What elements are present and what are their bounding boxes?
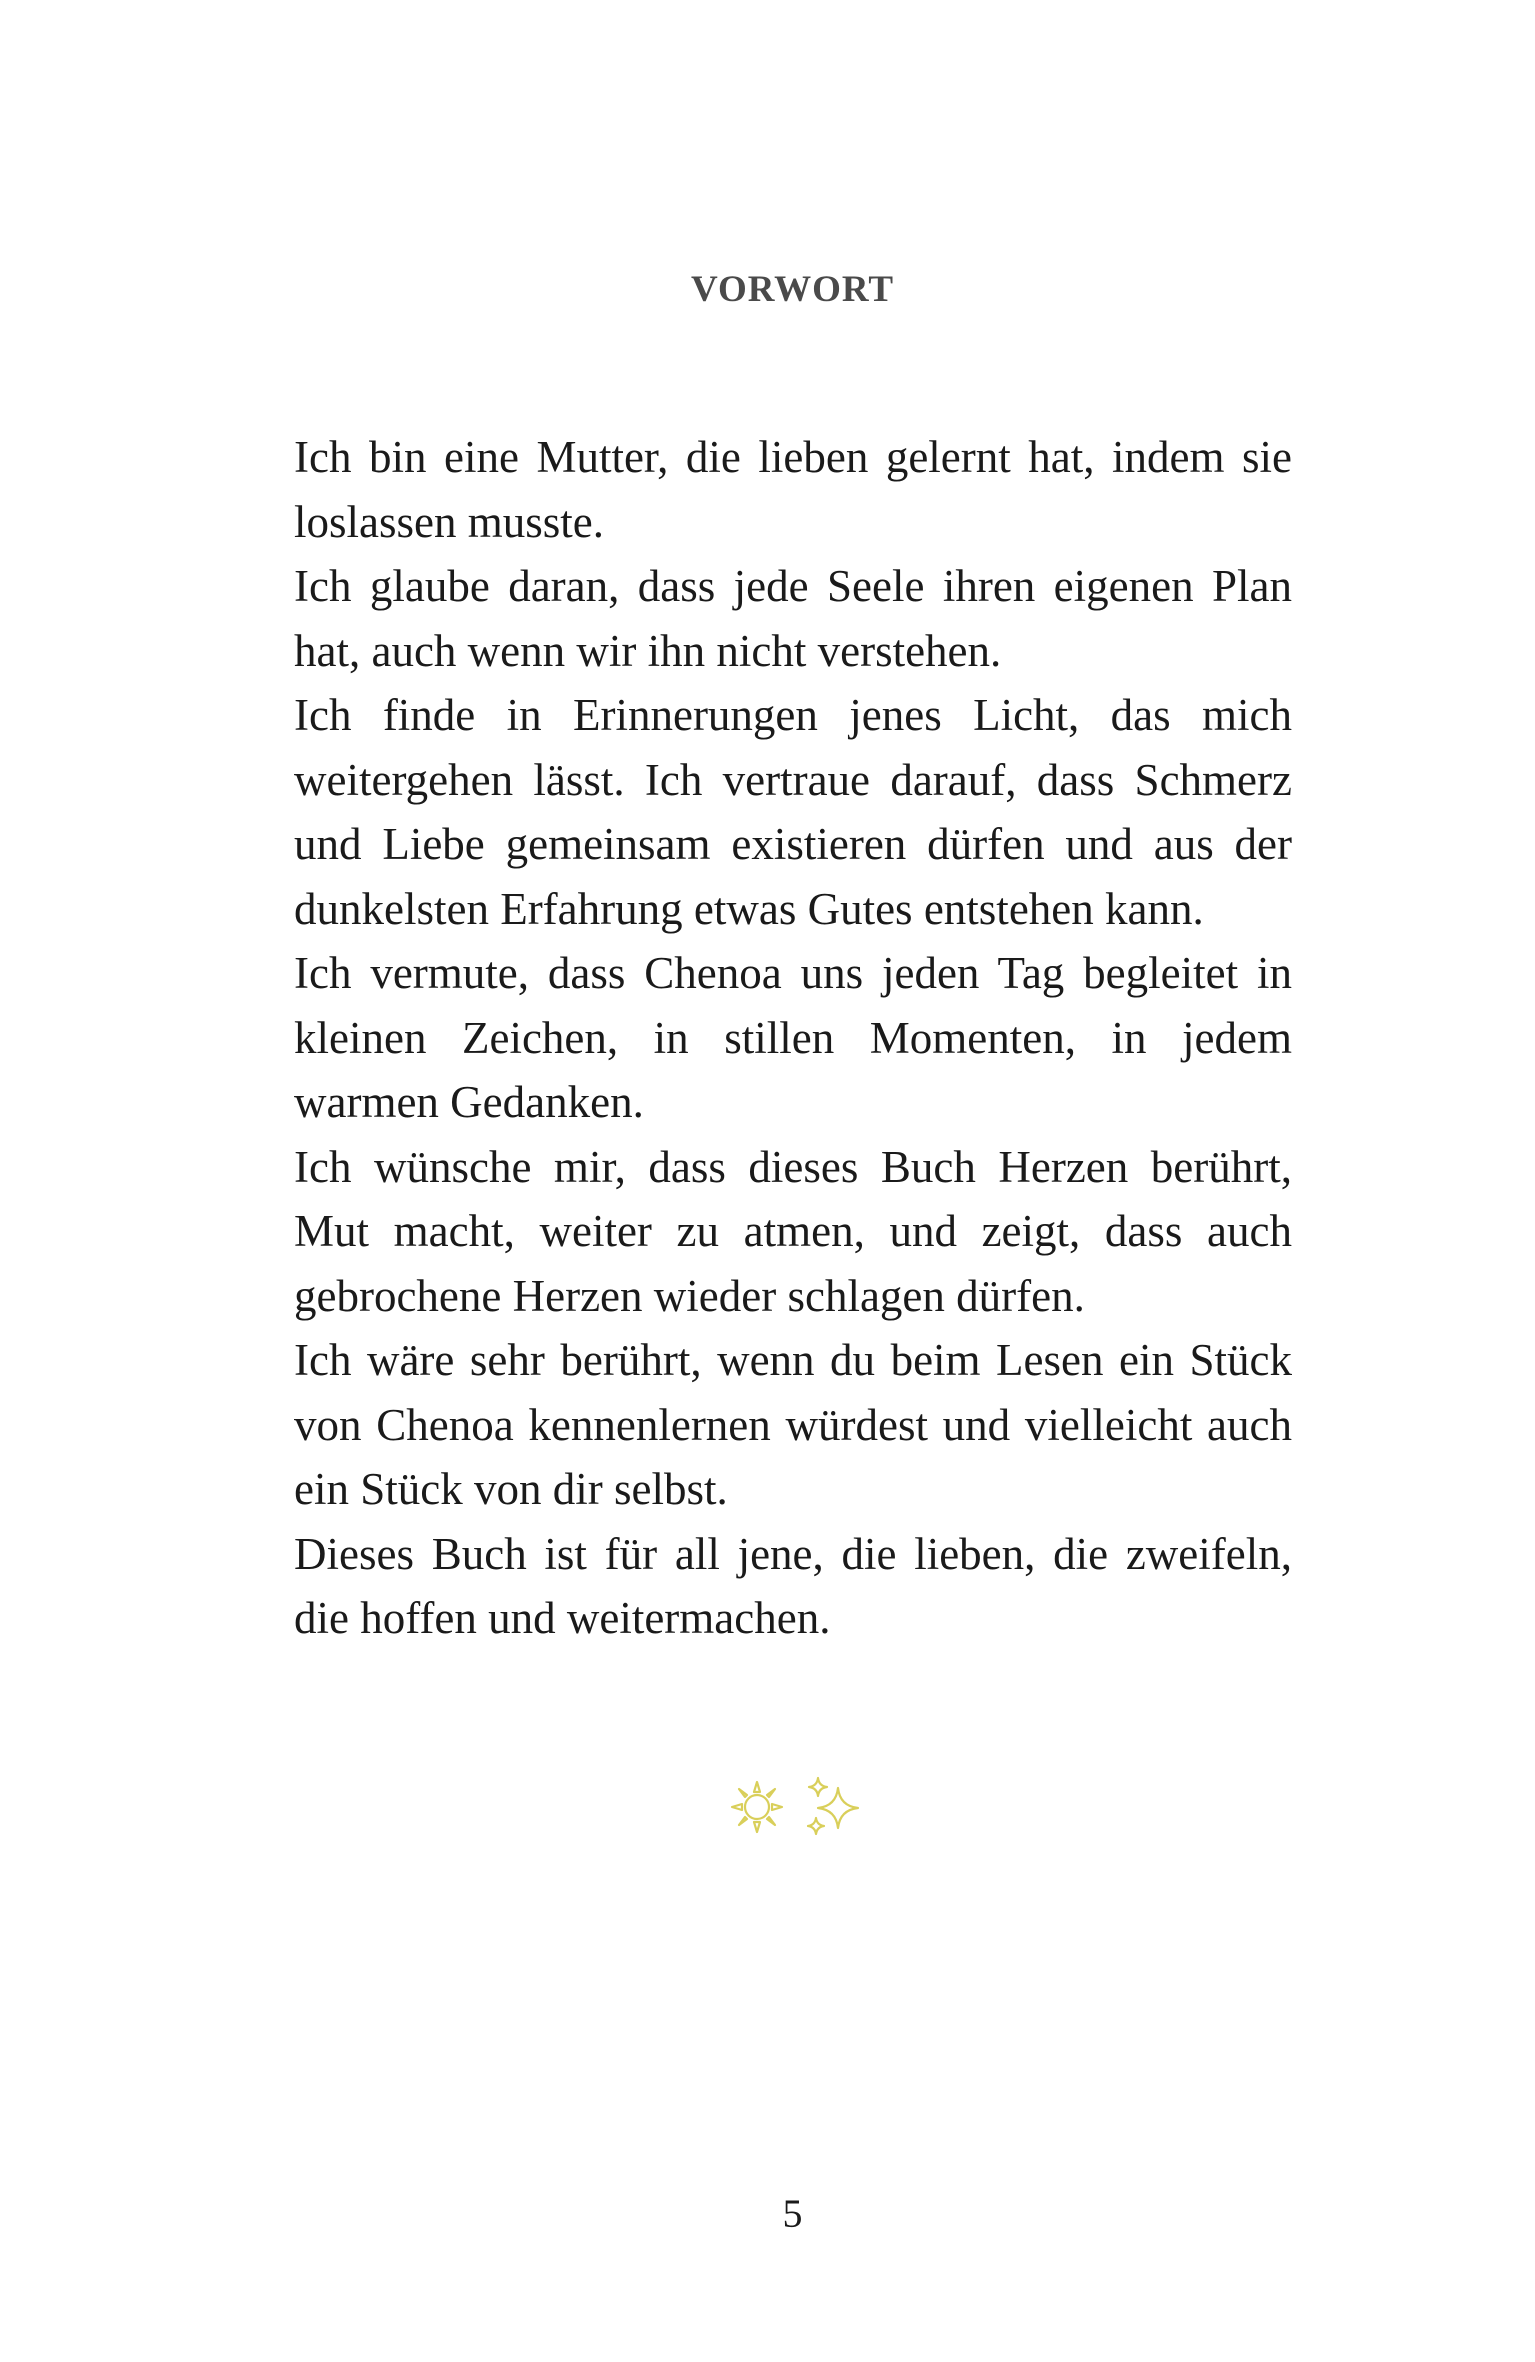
page-number: 5 [782,2191,803,2236]
paragraph: Ich bin eine Mutter, die lieben gelernt hat, indem sie loslassen musste. [294,432,1292,547]
chapter-heading: VORWORT [690,269,895,310]
paragraph: Ich wäre sehr berührt, wenn du beim Lesen ein Stück von Chenoa kennenlernen würdest und vielleicht auch ein Stück von dir selbst. [294,1335,1292,1514]
paragraph: Ich vermute, dass Chenoa uns jeden Tag begleitet in kleinen Zeichen, in stillen Momenten, in jedem warmen Gedanken. [294,948,1292,1127]
paragraph: Ich finde in Erinnerungen jenes Licht, das mich weitergehen lässt. Ich vertraue darauf, dass Schmerz und Liebe gemeinsam existieren dürfen und aus der dunkelsten Erfahrung etwas Gutes entstehen kann. [294,690,1292,934]
sparkles-icon [802,1774,868,1840]
decorative-ornament [728,1772,868,1842]
paragraph: Dieses Buch ist für all jene, die lieben, die zweifeln, die hoffen und weitermachen. [294,1528,1292,1643]
paragraph: Ich wünsche mir, dass dieses Buch Herzen berührt, Mut macht, weiter zu atmen, und zeigt, dass auch gebrochene Herzen wieder schlagen dürfen. [294,1141,1292,1321]
foreword-body [294,425,1292,1651]
paragraph: Ich glaube daran, dass jede Seele ihren eigenen Plan hat, auch wenn wir ihn nicht verstehen. [294,561,1292,676]
sun-icon [728,1778,786,1836]
